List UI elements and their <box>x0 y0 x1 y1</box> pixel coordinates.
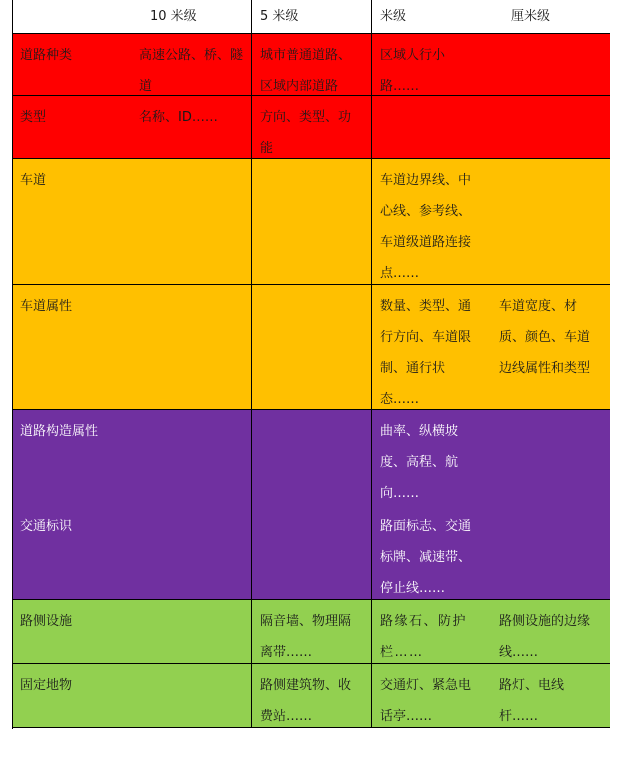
table-left-border <box>12 0 13 729</box>
header-cm: 厘米级 <box>511 9 551 24</box>
table-row-type <box>12 96 610 159</box>
cell-10m: 名称、ID…… <box>139 110 218 125</box>
table-header-row <box>12 0 610 34</box>
cell-cm <box>491 34 610 95</box>
cell-5m: 隔音墙、物理隔离带…… <box>251 600 371 663</box>
resolution-table <box>12 0 610 728</box>
table-row-structure-and-signs <box>12 410 610 600</box>
table-row-roadside <box>12 600 610 664</box>
header-m: 米级 <box>371 0 491 33</box>
cell-m: 车道边界线、中心线、参考线、车道级道路连接点…… <box>371 159 491 284</box>
table-row-road-type <box>12 34 610 96</box>
row-label-traffic-sign: 交通标识 <box>20 519 73 534</box>
cell-cm: 路侧设施的边缘线…… <box>499 614 591 660</box>
cell-10m: 高速公路、桥、隧道 <box>139 48 244 94</box>
header-5m: 5 米级 <box>251 0 371 33</box>
row-label: 路侧设施 <box>20 614 73 629</box>
cell-m-road-structure: 曲率、纵横坡度、高程、航向…… <box>380 424 459 501</box>
cell-m-traffic-sign: 路面标志、交通标牌、减速带、停止线…… <box>380 519 472 596</box>
row-label: 道路种类 <box>20 48 73 63</box>
row-label: 固定地物 <box>20 678 73 693</box>
row-label: 车道属性 <box>20 299 73 314</box>
cell-cm <box>491 159 610 284</box>
row-label-road-structure: 道路构造属性 <box>20 424 99 439</box>
cell-m: 区域人行小路…… <box>371 34 491 95</box>
cell-m: 路缘石、防护栏…… <box>371 600 491 663</box>
cell-m: 交通灯、紧急电话亭…… <box>371 664 491 727</box>
cell-cm: 路灯、电线杆…… <box>499 678 565 724</box>
cell-5m: 方向、类型、功能 <box>251 96 371 158</box>
table-row-lane <box>12 159 610 285</box>
header-10m: 10 米级 <box>150 9 197 24</box>
cell-5m: 路侧建筑物、收费站…… <box>251 664 371 727</box>
table-row-fixed-objects <box>12 664 610 728</box>
row-label: 类型 <box>20 110 47 125</box>
table-row-lane-attributes <box>12 285 610 410</box>
cell-m: 数量、类型、通行方向、车道限制、通行状态…… <box>371 285 491 409</box>
cell-5m <box>251 410 371 599</box>
cell-5m: 城市普通道路、区域内部道路 <box>251 34 371 95</box>
cell-m-block <box>371 410 491 599</box>
cell-m <box>371 96 491 158</box>
cell-cm <box>491 96 610 158</box>
cell-5m <box>251 159 371 284</box>
row-label: 车道 <box>20 173 47 188</box>
cell-cm <box>491 410 610 599</box>
cell-cm: 车道宽度、材质、颜色、车道边线属性和类型 <box>499 299 591 376</box>
cell-5m <box>251 285 371 409</box>
